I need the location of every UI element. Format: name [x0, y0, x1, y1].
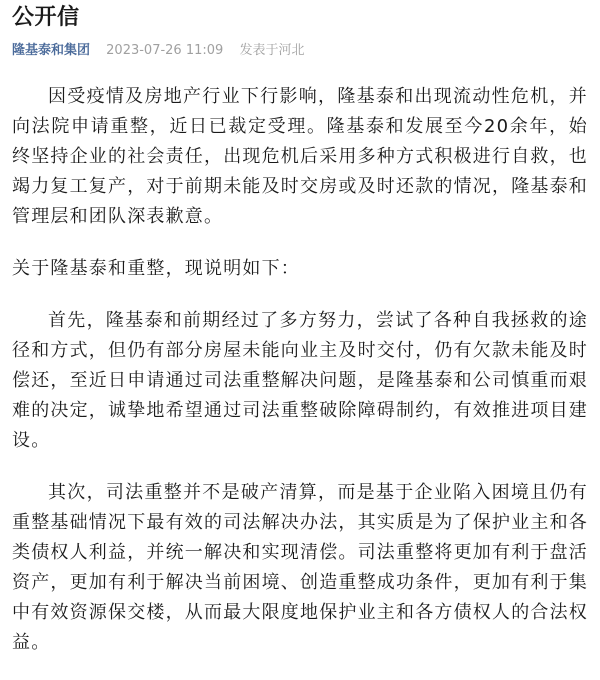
article-body [12, 82, 588, 680]
paragraph-heading: 关于隆基泰和重整，现说明如下： [12, 258, 300, 279]
publish-location: 发表于河北 [239, 43, 305, 58]
publish-date: 2023-07-26 11:09 [106, 43, 224, 58]
paragraph-intro: 因受疫情及房地产行业下行影响，隆基泰和出现流动性危机，并向法院申请重整，近日已裁定受理。隆基泰和发展至今20余年，始终坚持企业的社会责任，出现危机后采用多种方式积极进行自救，也竭力复工复产，对于前期未能及时交房或及时还款的情况，隆基泰和管理层和团队深表歉意。 [12, 86, 588, 227]
article-title: 公开信 [12, 5, 80, 30]
paragraph-second-point: 其次，司法重整并不是破产清算，而是基于企业陷入困境且仍有重整基础情况下最有效的司法解决办法，其实质是为了保护业主和各类债权人利益，并统一解决和实现清偿。司法重整将更加有利于盘活资产，更加有利于解决当前困境、创造重整成功条件，更加有利于集中有效资源保交楼，从而最大限度地保护业主和各方债权人的合法权益。 [12, 482, 588, 653]
author-link[interactable]: 隆基泰和集团 [12, 43, 91, 58]
paragraph-first-point: 首先，隆基泰和前期经过了多方努力，尝试了各种自我拯救的途径和方式，但仍有部分房屋未能向业主及时交付，仍有欠款未能及时偿还，至近日申请通过司法重整解决问题，是隆基泰和公司慎重而艰难的决定，诚挚地希望通过司法重整破除障碍制约，有效推进项目建设。 [12, 310, 588, 451]
article-meta [12, 42, 304, 60]
